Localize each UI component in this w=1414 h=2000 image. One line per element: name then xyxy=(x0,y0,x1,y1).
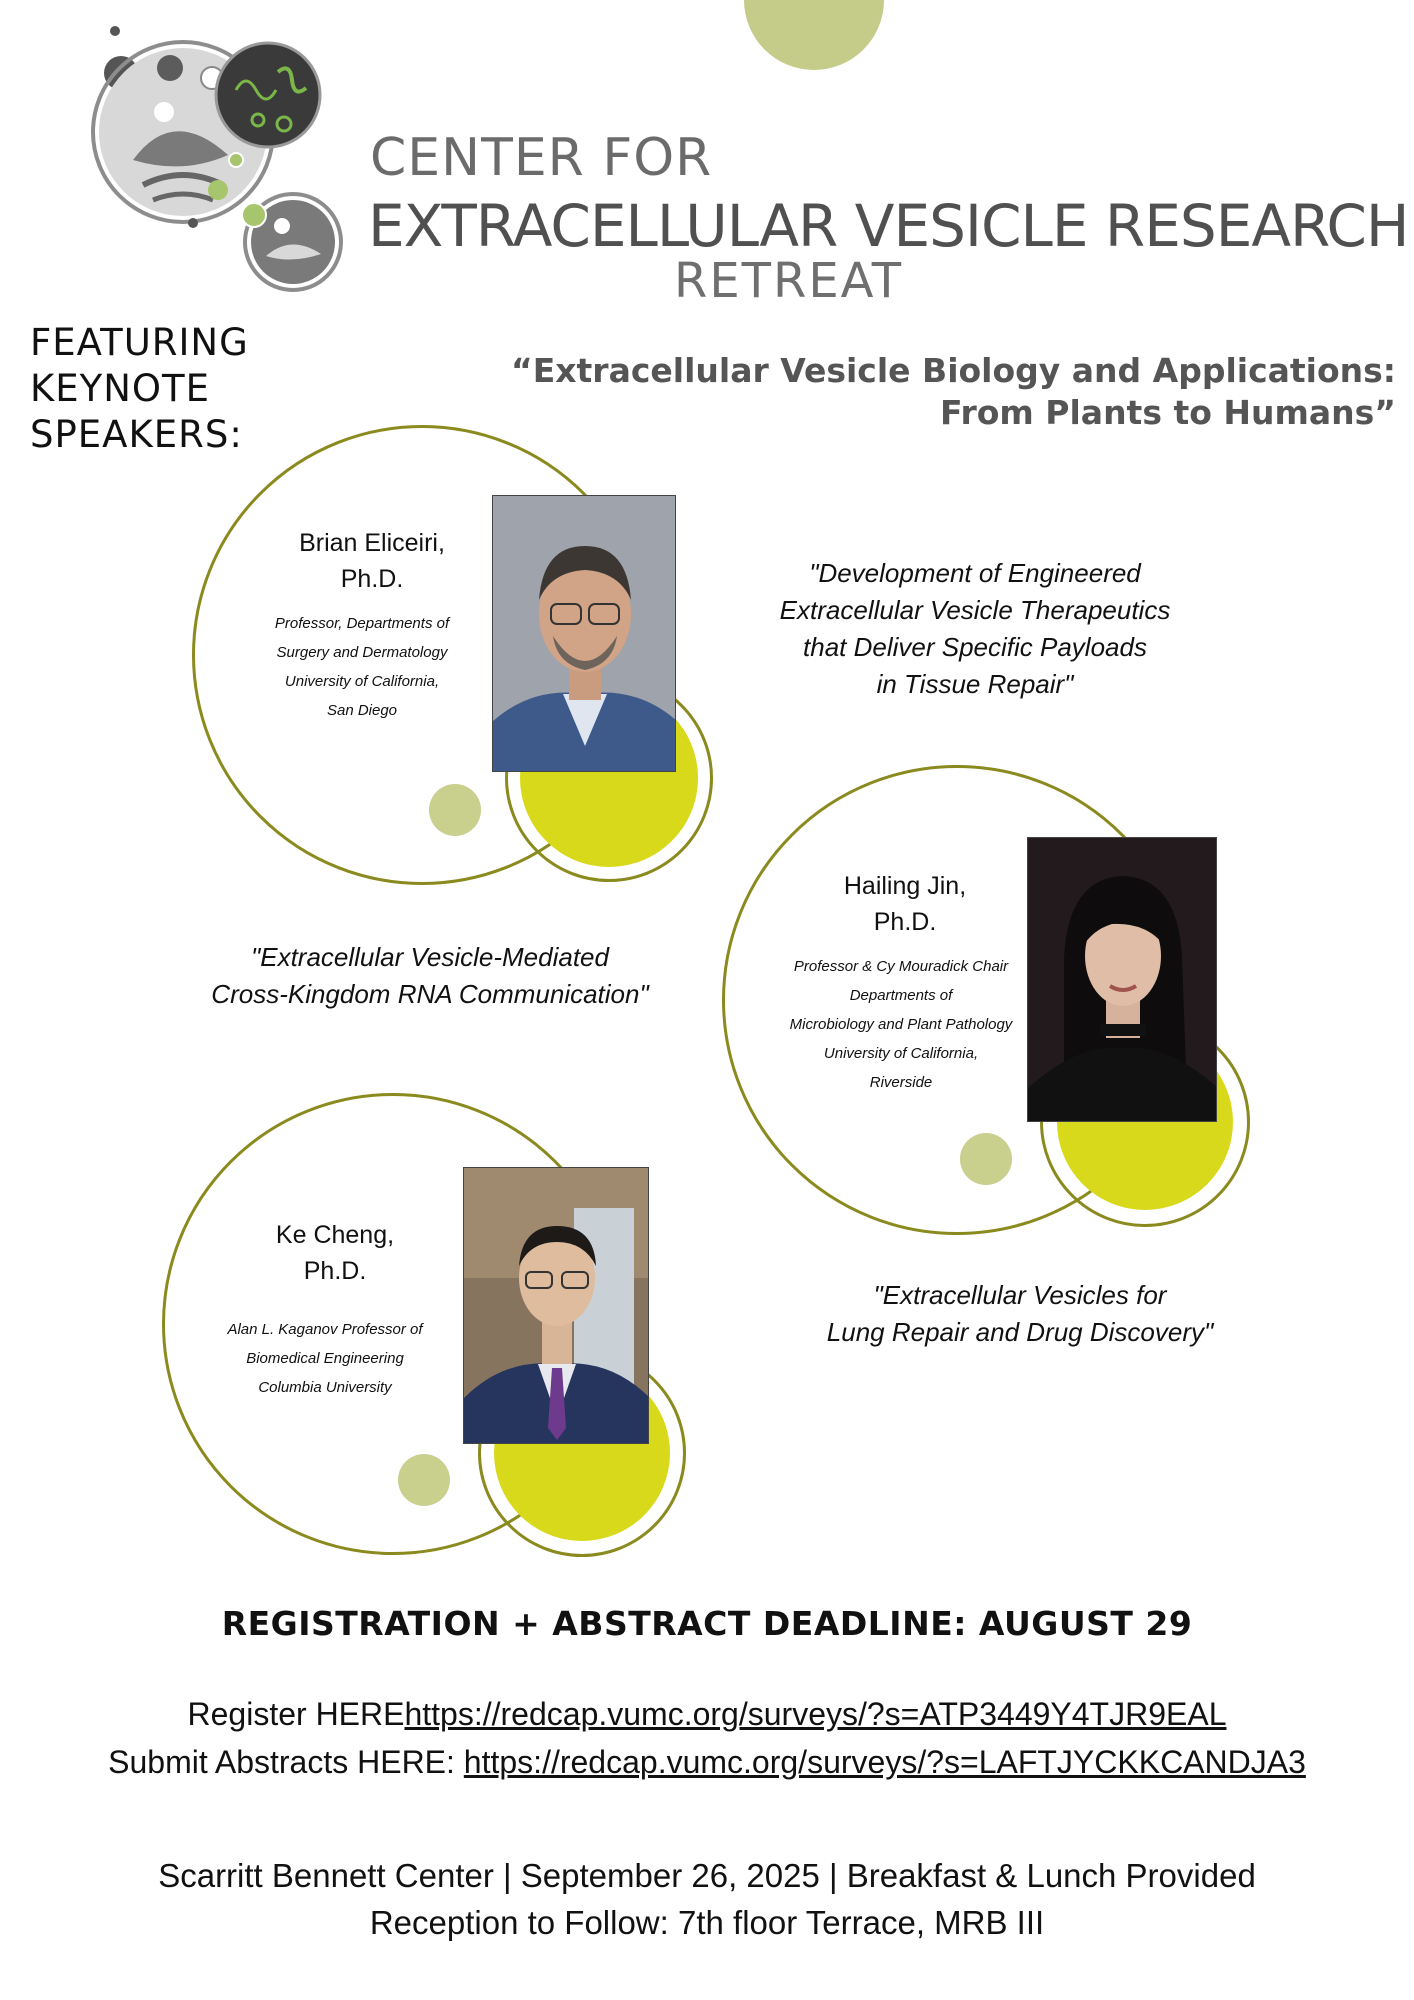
decorative-dot xyxy=(398,1454,450,1506)
speaker-photo-ke-cheng xyxy=(463,1167,649,1444)
abstracts-line: Submit Abstracts HERE: https://redcap.vumc.org/surveys/?s=LAFTJYCKKCANDJA3 xyxy=(108,1744,1306,1780)
speaker-photo-hailing-jin xyxy=(1027,837,1217,1122)
speaker-photo-brian-eliceiri xyxy=(492,495,676,772)
speaker-name: Brian Eliceiri, Ph.D. xyxy=(299,529,445,593)
decorative-dot xyxy=(960,1133,1012,1185)
registration-links xyxy=(0,1690,1414,1786)
decorative-dot xyxy=(429,784,481,836)
speaker-affiliation: Professor & Cy Mouradick Chair Departments of Microbiology and Plant Pathology University of California, Riverside xyxy=(789,958,1013,1091)
speaker-affiliation: Alan L. Kaganov Professor of Biomedical Engineering Columbia University xyxy=(227,1321,423,1396)
talk-title: "Extracellular Vesicles for Lung Repair and Drug Discovery" xyxy=(826,1280,1214,1347)
speaker-name: Hailing Jin, Ph.D. xyxy=(843,872,967,936)
retreat-theme: “Extracellular Vesicle Biology and Applications: From Plants to Humans” xyxy=(511,351,1396,432)
venue-details: Scarritt Bennett Center | September 26, 2025 | Breakfast & Lunch Provided Reception to Follow: 7th floor Terrace, MRB III xyxy=(158,1857,1256,1941)
speaker-name: Ke Cheng, Ph.D. xyxy=(275,1221,395,1285)
talk-title: "Extracellular Vesicle-Mediated Cross-Kingdom RNA Communication" xyxy=(211,942,649,1009)
event-type: RETREAT xyxy=(674,253,904,309)
submit-abstracts-link[interactable]: https://redcap.vumc.org/surveys/?s=LAFTJYCKKCANDJA3 xyxy=(463,1744,1306,1780)
decorative-circle xyxy=(744,0,884,70)
org-name-line1: CENTER FOR xyxy=(370,128,713,188)
register-line: Register HEREhttps://redcap.vumc.org/surveys/?s=ATP3449Y4TJR9EAL xyxy=(187,1696,1227,1732)
register-link[interactable]: https://redcap.vumc.org/surveys/?s=ATP3449Y4TJR9EAL xyxy=(404,1696,1227,1732)
featuring-heading: FEATURING KEYNOTE SPEAKERS: xyxy=(30,321,249,456)
talk-title: "Development of Engineered Extracellular Vesicle Therapeutics that Deliver Specific Payloads in Tissue Repair" xyxy=(779,558,1171,699)
speaker-affiliation: Professor, Departments of Surgery and Dermatology University of California, San Diego xyxy=(274,615,450,719)
center-logo xyxy=(88,20,358,310)
registration-deadline: REGISTRATION + ABSTRACT DEADLINE: AUGUST 29 xyxy=(221,1604,1193,1643)
org-name-line2: EXTRACELLULAR VESICLE RESEARCH xyxy=(368,192,1409,260)
